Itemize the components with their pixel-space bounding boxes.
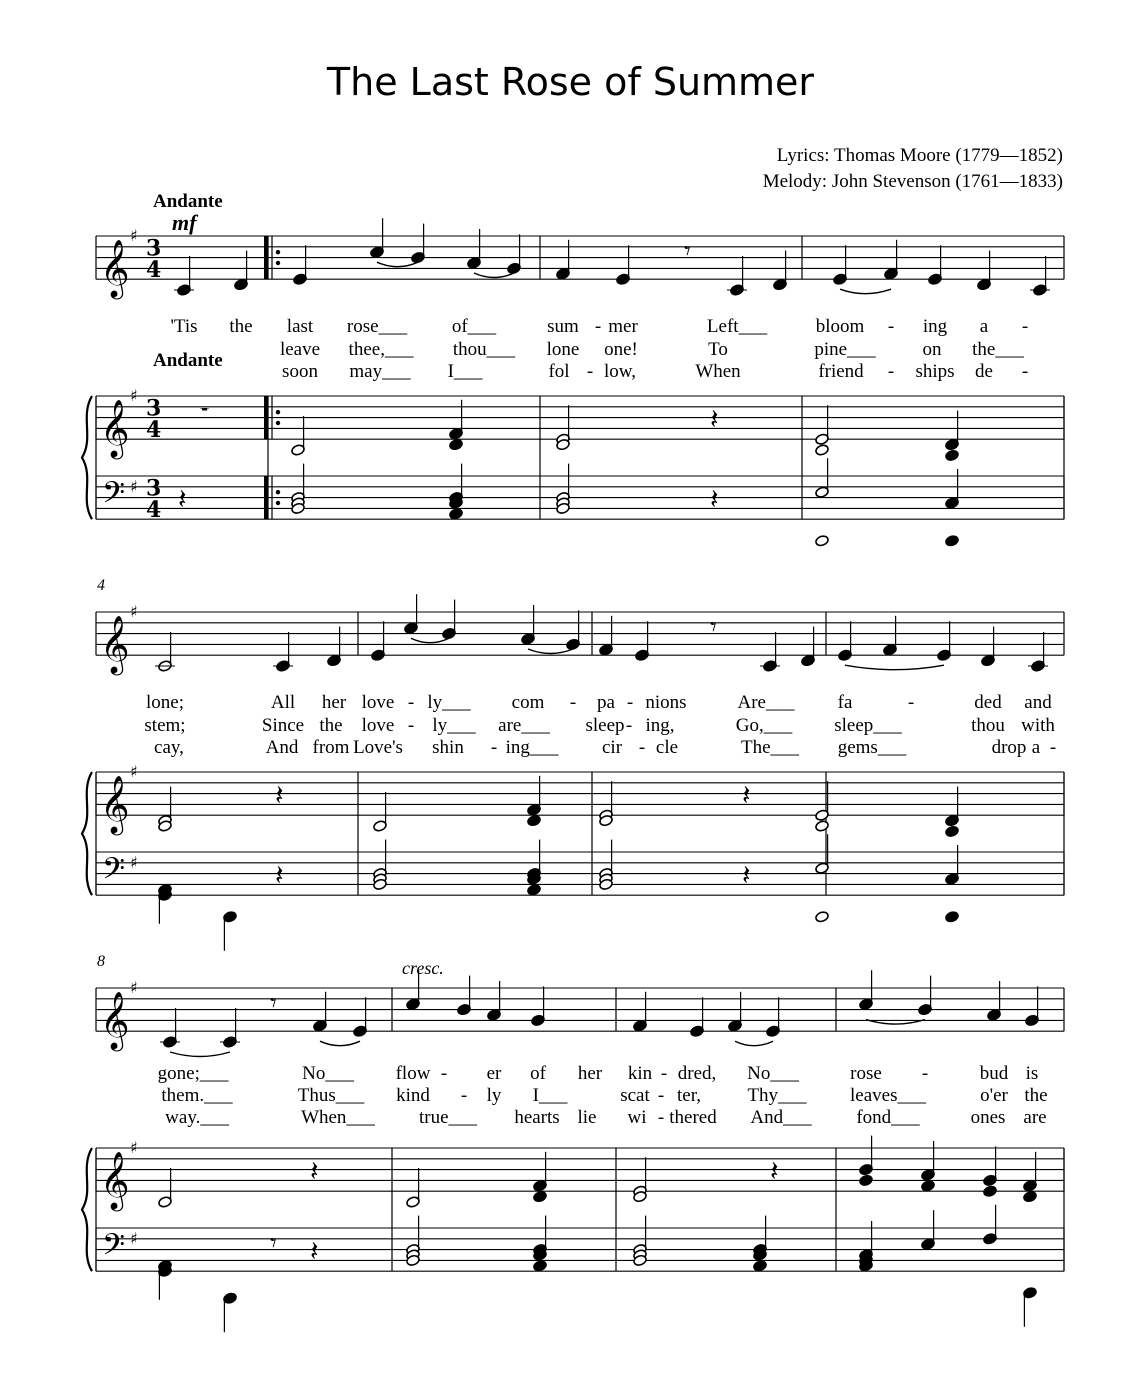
quarter-rest: 𝄽 — [178, 482, 187, 516]
lyric-syllable: of___ — [451, 316, 497, 337]
key-signature-sharp: ♯ — [130, 762, 138, 781]
lyric-syllable: - — [907, 692, 915, 713]
treble-clef: 𝄞 — [100, 1151, 130, 1210]
lyric-syllable: kin — [627, 1063, 653, 1084]
lyric-syllable: friend — [818, 361, 864, 382]
lyric-syllable: love — [361, 692, 395, 713]
lyric-syllable: may___ — [349, 361, 411, 382]
lyric-syllable: cle — [655, 737, 679, 758]
lyric-syllable: stem; — [144, 715, 186, 736]
dynamic-mf: mf — [172, 210, 197, 235]
slur — [735, 1041, 773, 1046]
half-rest: 𝄻 — [200, 399, 210, 428]
lyric-syllable: a — [1031, 737, 1041, 758]
time-signature-denominator: 4 — [146, 257, 162, 284]
piano-lh-chord-note — [945, 535, 960, 548]
lyric-syllable: pa — [597, 692, 615, 713]
lyric-syllable: from — [312, 737, 350, 758]
treble-clef: 𝄞 — [100, 991, 130, 1050]
lyric-syllable: - — [657, 1107, 665, 1128]
lyric-syllable: - — [625, 715, 633, 736]
lyric-syllable: No___ — [747, 1063, 799, 1084]
lyric-syllable: kind — [396, 1085, 430, 1106]
lyric-syllable: - — [440, 1063, 448, 1084]
lyric-syllable: - — [638, 737, 646, 758]
eighth-rest: 𝄾 — [710, 612, 717, 643]
repeat-start-rh-dot — [276, 421, 280, 425]
lyric-syllable: ded — [974, 692, 1002, 713]
lyric-syllable: low, — [603, 361, 637, 382]
lyric-syllable: cir — [601, 737, 623, 758]
lyric-syllable: - — [594, 316, 602, 337]
lyric-syllable: - — [1049, 737, 1057, 758]
lyric-syllable: Love's — [353, 737, 403, 758]
lyric-syllable: leaves___ — [850, 1085, 926, 1106]
lyric-syllable: - — [407, 715, 415, 736]
lyric-syllable: and — [1024, 692, 1052, 713]
key-signature-sharp: ♯ — [130, 852, 138, 872]
lyric-syllable: o'er — [980, 1085, 1008, 1106]
lyric-syllable: ing — [922, 316, 948, 337]
lyric-syllable: I___ — [447, 361, 483, 382]
lyric-syllable: fa — [837, 692, 853, 713]
lyric-syllable: ly___ — [427, 692, 471, 713]
eighth-rest: 𝄾 — [270, 1228, 277, 1259]
treble-clef: 𝄞 — [100, 775, 130, 834]
lyric-syllable: sum — [547, 316, 579, 337]
lyric-syllable: ing___ — [505, 737, 559, 758]
quarter-rest: 𝄽 — [742, 858, 751, 892]
lyric-syllable: I___ — [532, 1085, 568, 1106]
lyric-syllable: - — [407, 692, 415, 713]
lyric-syllable: them.___ — [161, 1085, 233, 1106]
slur — [840, 289, 891, 294]
time-signature-denominator: 4 — [146, 417, 162, 444]
dynamic-cresc: cresc. — [402, 958, 444, 978]
lyric-syllable: with — [1021, 715, 1055, 736]
slur — [474, 273, 514, 278]
lyric-syllable: a — [979, 316, 989, 337]
lyricist-credit: Lyrics: Thomas Moore (1779—1852) — [776, 145, 1063, 166]
piano-rh-chord-note — [449, 438, 464, 451]
key-signature-sharp: ♯ — [130, 978, 138, 997]
repeat-start-voice-dot — [276, 261, 280, 265]
bass-clef: 𝄢 — [102, 852, 126, 894]
slur — [845, 665, 944, 670]
lyric-syllable: ones — [970, 1107, 1006, 1128]
lyric-syllable: fond___ — [856, 1107, 920, 1128]
slur — [411, 638, 449, 643]
eighth-rest: 𝄾 — [270, 988, 277, 1019]
lyric-syllable: mer — [608, 316, 638, 337]
treble-clef: 𝄞 — [100, 239, 130, 298]
key-signature-sharp: ♯ — [130, 226, 138, 245]
quarter-rest: 𝄽 — [710, 402, 719, 436]
lyric-syllable: last — [286, 316, 314, 337]
time-signature-numerator: 3 — [146, 475, 162, 502]
time-signature-numerator: 3 — [146, 235, 162, 262]
quarter-rest: 𝄽 — [770, 1154, 779, 1188]
lyric-syllable: are___ — [498, 715, 550, 736]
piano-rh-chord-note — [859, 1174, 874, 1187]
lyric-syllable: true___ — [418, 1107, 478, 1128]
key-signature-sharp: ♯ — [130, 476, 138, 496]
lyric-syllable: ter, — [676, 1085, 702, 1106]
lyric-syllable: rose — [850, 1063, 882, 1084]
lyric-syllable: way.___ — [165, 1107, 229, 1128]
piano-lh-chord-note — [815, 535, 830, 548]
grand-staff-brace — [82, 772, 92, 895]
piano-rh-chord-note — [527, 814, 542, 827]
lyric-syllable: drop — [991, 737, 1027, 758]
lyric-syllable: - — [660, 1063, 668, 1084]
lyric-syllable: de — [975, 361, 993, 382]
repeat-start-lh-dot — [276, 501, 280, 505]
lyric-syllable: one! — [604, 339, 638, 360]
lyric-syllable: Are___ — [737, 692, 795, 713]
lyric-syllable: - — [626, 692, 634, 713]
slur — [377, 262, 418, 267]
piano-rh-chord-note — [815, 820, 830, 833]
lyric-syllable: gone;___ — [157, 1063, 229, 1084]
lyric-syllable: - — [490, 737, 498, 758]
repeat-start-voice-dot — [276, 250, 280, 254]
lyric-syllable: is — [1025, 1063, 1039, 1084]
lyric-syllable: - — [657, 1085, 665, 1106]
lyric-syllable: on — [922, 339, 942, 360]
piano-lh-chord-note — [753, 1260, 768, 1273]
lyric-syllable: er — [486, 1063, 502, 1084]
lyric-syllable: dred, — [677, 1063, 717, 1084]
lyric-syllable: gems___ — [837, 737, 907, 758]
lyric-syllable: Left___ — [706, 316, 768, 337]
repeat-start-lh-dot — [276, 490, 280, 494]
piano-rh-chord-note — [983, 1185, 998, 1198]
lyric-syllable: hearts — [514, 1107, 560, 1128]
tempo-mark-piano: Andante — [153, 350, 223, 371]
lyric-syllable: sleep — [585, 715, 625, 736]
lyric-syllable: shin — [432, 737, 464, 758]
lyric-syllable: To — [708, 339, 728, 360]
lyric-syllable: thered — [669, 1107, 717, 1128]
lyric-syllable: fol — [548, 361, 570, 382]
lyric-syllable: cay, — [154, 737, 184, 758]
key-signature-sharp: ♯ — [130, 1138, 138, 1157]
lyric-syllable: When___ — [301, 1107, 375, 1128]
lyric-syllable: And — [265, 737, 299, 758]
time-signature-numerator: 3 — [146, 395, 162, 422]
treble-clef: 𝄞 — [100, 399, 130, 458]
lyric-syllable: - — [569, 692, 577, 713]
measure-number-4: 4 — [97, 577, 105, 594]
grand-staff-brace — [82, 396, 92, 519]
eighth-rest: 𝄾 — [684, 236, 691, 267]
piano-rh-chord-note — [921, 1180, 936, 1193]
lyric-syllable: scat — [620, 1085, 650, 1106]
lyric-syllable: the — [1024, 1085, 1048, 1106]
lyric-syllable: - — [887, 361, 895, 382]
lyric-syllable: Since — [261, 715, 305, 736]
lyric-syllable: nions — [645, 692, 687, 713]
lyric-syllable: wi — [627, 1107, 647, 1128]
lyric-syllable: soon — [282, 361, 318, 382]
lyric-syllable: her — [321, 692, 347, 713]
quarter-rest: 𝄽 — [275, 858, 284, 892]
lyric-syllable: love — [361, 715, 395, 736]
lyric-syllable: the — [319, 715, 343, 736]
lyric-syllable: lone; — [146, 692, 184, 713]
lyric-syllable: No___ — [302, 1063, 354, 1084]
treble-clef: 𝄞 — [100, 615, 130, 674]
piano-rh-chord-note — [533, 1190, 548, 1203]
key-signature-sharp: ♯ — [130, 386, 138, 405]
repeat-start-rh-thick — [264, 396, 269, 439]
quarter-rest: 𝄽 — [310, 1154, 319, 1188]
lyric-syllable: Thy___ — [747, 1085, 807, 1106]
tempo-mark-voice: Andante — [153, 191, 223, 212]
lyric-syllable: of — [530, 1063, 546, 1084]
page-title: The Last Rose of Summer — [326, 60, 815, 104]
piano-lh-chord-note — [533, 1260, 548, 1273]
lyric-syllable: - — [1021, 316, 1029, 337]
measure-number-8: 8 — [97, 953, 105, 970]
lyric-syllable: com — [511, 692, 545, 713]
lyric-syllable: her — [577, 1063, 603, 1084]
key-signature-sharp: ♯ — [130, 602, 138, 621]
key-signature-sharp: ♯ — [130, 1228, 138, 1248]
piano-lh-chord-note — [449, 508, 464, 521]
repeat-start-lh-thick — [264, 476, 269, 519]
lyric-syllable: the — [229, 316, 253, 337]
lyric-syllable: bloom — [815, 316, 865, 337]
composer-credit: Melody: John Stevenson (1761—1833) — [762, 171, 1063, 192]
lyric-syllable: thou___ — [452, 339, 516, 360]
lyric-syllable: All — [270, 692, 296, 713]
lyric-syllable: Thus___ — [297, 1085, 365, 1106]
lyric-syllable: rose___ — [346, 316, 408, 337]
piano-lh-chord-note — [945, 911, 960, 924]
lyric-syllable: - — [460, 1085, 468, 1106]
slur — [170, 1052, 230, 1057]
lyric-syllable: ships — [915, 361, 955, 382]
piano-rh-chord-note — [1023, 1190, 1038, 1203]
lyric-syllable: The___ — [740, 737, 800, 758]
lyric-syllable: Go,___ — [735, 715, 793, 736]
slur — [528, 649, 573, 654]
quarter-rest: 𝄽 — [310, 1234, 319, 1268]
lyric-syllable: When — [695, 361, 741, 382]
piano-rh-chord-note — [945, 449, 960, 462]
piano-lh-chord-note — [815, 911, 830, 924]
bass-clef: 𝄢 — [102, 476, 126, 518]
piano-rh-chord-note — [945, 825, 960, 838]
quarter-rest: 𝄽 — [710, 482, 719, 516]
lyric-syllable: ing, — [645, 715, 675, 736]
lyric-syllable: - — [887, 316, 895, 337]
quarter-rest: 𝄽 — [275, 778, 284, 812]
grand-staff-brace — [82, 1148, 92, 1271]
piano-rh-chord-note — [815, 444, 830, 457]
repeat-start-rh-dot — [276, 410, 280, 414]
lyric-syllable: flow — [395, 1063, 431, 1084]
lyric-syllable: And___ — [750, 1107, 812, 1128]
lyric-syllable: lone — [546, 339, 580, 360]
quarter-rest: 𝄽 — [742, 778, 751, 812]
lyric-syllable: lie — [577, 1107, 597, 1128]
lyric-syllable: thee,___ — [348, 339, 414, 360]
lyric-syllable: - — [921, 1063, 929, 1084]
lyric-syllable: ly — [486, 1085, 502, 1106]
lyric-syllable: thou — [971, 715, 1005, 736]
piano-lh-chord-note — [527, 884, 542, 897]
lyric-syllable: - — [586, 361, 594, 382]
bass-clef: 𝄢 — [102, 1228, 126, 1270]
lyric-syllable: bud — [979, 1063, 1009, 1084]
lyric-syllable: sleep___ — [834, 715, 902, 736]
lyric-syllable: are — [1023, 1107, 1047, 1128]
time-signature-denominator: 4 — [146, 497, 162, 524]
lyric-syllable: the___ — [972, 339, 1024, 360]
lyric-syllable: 'Tis — [170, 316, 198, 337]
lyric-syllable: leave — [279, 339, 321, 360]
repeat-start-voice-thick — [264, 236, 269, 279]
slur — [320, 1041, 360, 1046]
lyric-syllable: - — [1021, 361, 1029, 382]
lyric-syllable: ly___ — [432, 715, 476, 736]
lyric-syllable: pine___ — [814, 339, 876, 360]
